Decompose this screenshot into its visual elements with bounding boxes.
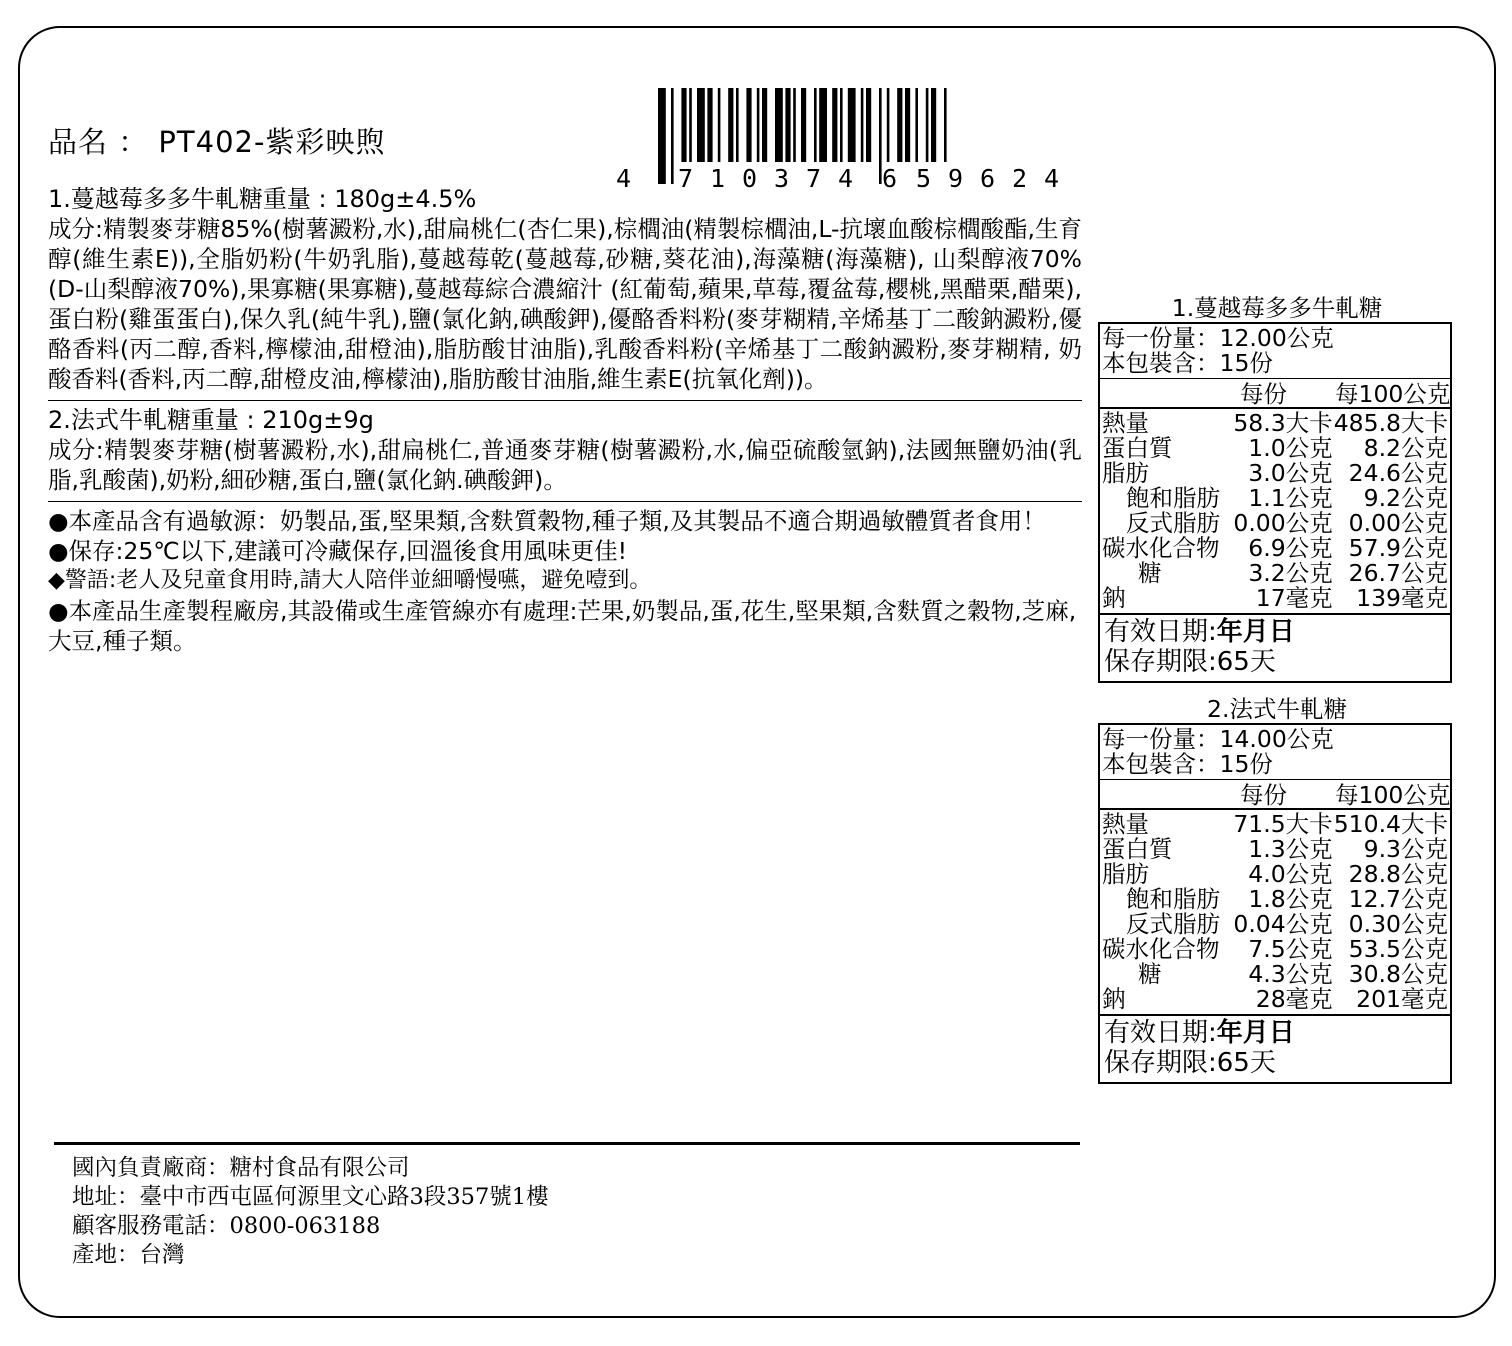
expiry-label: 有效日期: (1104, 1018, 1217, 1048)
barcode-digit: 4 (616, 164, 632, 193)
nutrient-name: 碳水化合物 (1102, 935, 1220, 963)
nutrition-table (1100, 407, 1450, 613)
nutrient-name: 飽和脂肪 (1126, 484, 1220, 512)
barcode-bar (681, 88, 686, 162)
barcode-bar (746, 88, 751, 162)
nutrient-name: 反式脂肪 (1126, 509, 1220, 537)
nutrient-per-serving: 0.00公克 (1233, 509, 1333, 537)
nutrition-row (1100, 436, 1450, 461)
nutrition-row (1100, 561, 1450, 586)
section1-ingredients: 成分:精製麥芽糖85%(樹薯澱粉,水),甜扁桃仁(杏仁果),棕櫚油(精製棕櫚油,L-抗壞血酸棕櫚酸酯,生育醇(維生素E)),全脂奶粉(牛奶乳脂),蔓越莓乾(蔓越莓,砂糖,葵花油),海藻糖(海藻糖), 山梨醇液70% (D-山梨醇液70%),果寡糖(果寡糖),蔓越莓綜合濃縮汁 (紅葡萄,蘋果,草莓,覆盆莓,櫻桃,黑醋栗,醋栗),蛋白粉(雞蛋蛋白),保久乳(純牛乳),鹽(氯化鈉,碘酸鉀),優酪香料粉(麥芽糊精,辛烯基丁二酸鈉澱粉,優酪香料(丙二醇,香料,檸檬油,甜橙油),脂肪酸甘油脂),乳酸香料粉(辛烯基丁二酸鈉澱粉,麥芽糊精, 奶酸香料(香料,丙二醇,甜橙皮油,檸檬油),脂肪酸甘油脂,維生素E(抗氧化劑))。 (48, 215, 1082, 393)
nutrition-row (1100, 486, 1450, 511)
servings-per-package: 本包裝含：15份 (1102, 750, 1273, 778)
nutrient-per-serving: 6.9公克 (1248, 534, 1333, 562)
barcode-digit: 7 (806, 164, 822, 193)
nutrient-name: 反式脂肪 (1126, 910, 1220, 938)
nutrient-per-100g: 9.2公克 (1363, 484, 1448, 512)
barcode-bar (689, 88, 692, 162)
barcode-digit: 4 (838, 164, 854, 193)
divider (48, 400, 1082, 401)
nutrient-per-serving: 0.04公克 (1233, 910, 1333, 938)
nutrient-per-100g: 0.00公克 (1348, 509, 1448, 537)
barcode-digit: 5 (916, 164, 932, 193)
manufacturer: 國內負責廠商：糖村食品有限公司 (72, 1155, 410, 1181)
nutrient-name: 熱量 (1102, 409, 1149, 437)
company-info (72, 1154, 549, 1270)
nutrient-name: 糖 (1138, 960, 1162, 988)
allergen-note: ●本產品含有過敏源：奶製品,蛋,堅果類,含麩質穀物,種子類,及其製品不適合期過敏體質者食用！ (48, 507, 1046, 535)
nutrient-per-100g: 28.8公克 (1348, 860, 1448, 888)
barcode (612, 88, 1082, 193)
nutrient-name: 鈉 (1102, 584, 1126, 612)
expiry-label: 有效日期: (1104, 617, 1217, 647)
nutrient-per-serving: 17毫克 (1255, 584, 1333, 612)
nutrition-row (1100, 586, 1450, 611)
barcode-bar (931, 88, 936, 162)
barcode-digit: 6 (882, 164, 898, 193)
col-per-100g: 每100公克 (1335, 781, 1451, 809)
barcode-digit: 1 (710, 164, 726, 193)
nutrient-per-100g: 8.2公克 (1363, 434, 1448, 462)
nutrient-per-100g: 485.8大卡 (1333, 409, 1448, 437)
barcode-bar (832, 88, 837, 162)
nutrient-per-100g: 30.8公克 (1348, 960, 1448, 988)
section2-ingredients: 成分:精製麥芽糖(樹薯澱粉,水),甜扁桃仁,普通麥芽糖(樹薯澱粉,水,偏亞硫酸氫鈉),法國無鹽奶油(乳脂,乳酸菌),奶粉,細砂糖,蛋白,鹽(氯化鈉.碘酸鉀)。 (48, 436, 1082, 494)
barcode-digit: 4 (1044, 164, 1060, 193)
divider (48, 501, 1082, 502)
nutrition-row (1100, 987, 1450, 1012)
barcode-bar (814, 88, 817, 162)
nutrient-name: 脂肪 (1102, 459, 1149, 487)
nutrient-per-serving: 1.1公克 (1248, 484, 1333, 512)
barcode-bar (840, 88, 843, 162)
barcode-bar (905, 88, 910, 162)
barcode-bar (736, 88, 739, 162)
barcode-bar (915, 88, 918, 162)
nutrition-title-1: 1.蔓越莓多多牛軋糖 (1171, 294, 1383, 322)
ingredients-section (48, 184, 1082, 656)
facility-note: ●本產品生產製程廠房,其設備或生產管線亦有處理:芒果,奶製品,蛋,花生,堅果類,含麩質之穀物,芝麻,大豆,種子類。 (48, 597, 1077, 655)
nutrient-name: 碳水化合物 (1102, 534, 1220, 562)
nutrient-per-100g: 139毫克 (1356, 584, 1448, 612)
section2-title: 2.法式牛軋糖重量 : 210g±9g (48, 406, 374, 434)
serving-size: 每一份量：12.00公克 (1102, 324, 1334, 352)
nutrient-per-100g: 201毫克 (1356, 985, 1448, 1013)
barcode-digit: 9 (948, 164, 964, 193)
nutrient-per-100g: 0.30公克 (1348, 910, 1448, 938)
barcode-bar (897, 88, 902, 162)
shelf-life: 保存期限:65天 (1104, 647, 1276, 677)
servings-per-package: 本包裝含：15份 (1102, 349, 1273, 377)
nutrition-row (1100, 511, 1450, 536)
nutrition-row (1100, 411, 1450, 436)
barcode-bar (819, 88, 827, 162)
barcode-digit: 7 (678, 164, 694, 193)
nutrient-name: 蛋白質 (1102, 434, 1173, 462)
barcode-bar (728, 88, 733, 162)
section1-title: 1.蔓越莓多多牛軋糖重量 : 180g±4.5% (48, 185, 477, 213)
nutrient-per-100g: 57.9公克 (1348, 534, 1448, 562)
nutrient-per-serving: 3.2公克 (1248, 559, 1333, 587)
nutrition-row (1100, 937, 1450, 962)
barcode-bar (718, 88, 721, 162)
nutrient-per-serving: 4.0公克 (1248, 860, 1333, 888)
nutrient-per-serving: 1.0公克 (1248, 434, 1333, 462)
nutrient-per-serving: 7.5公克 (1248, 935, 1333, 963)
nutrition-row (1100, 536, 1450, 561)
nutrition-row (1100, 887, 1450, 912)
barcode-bar (926, 88, 929, 162)
warning-note: ◆警語:老人及兒童食用時,請大人陪伴並細嚼慢嚥，避免噎到。 (48, 568, 652, 593)
nutrient-per-100g: 53.5公克 (1348, 935, 1448, 963)
nutrient-per-100g: 9.3公克 (1363, 835, 1448, 863)
barcode-bar (762, 88, 767, 162)
barcode-bar (793, 88, 796, 162)
nutrition-facts-2 (1098, 723, 1452, 1084)
address: 地址：臺中市西屯區何源里文心路3段357號1樓 (72, 1184, 549, 1210)
barcode-bar (775, 88, 783, 162)
nutrient-name: 鈉 (1102, 985, 1126, 1013)
nutrition-row (1100, 812, 1450, 837)
barcode-bar (887, 88, 890, 162)
nutrient-per-serving: 4.3公克 (1248, 960, 1333, 988)
barcode-bar (697, 88, 705, 162)
nutrient-per-serving: 3.0公克 (1248, 459, 1333, 487)
nutrition-table (1100, 808, 1450, 1014)
barcode-bar (801, 88, 806, 162)
barcode-bar (861, 88, 864, 162)
barcode-digit: 6 (980, 164, 996, 193)
nutrient-per-serving: 28毫克 (1255, 985, 1333, 1013)
nutrition-row (1100, 862, 1450, 887)
barcode-bar (944, 88, 947, 162)
barcode-digit: 3 (774, 164, 790, 193)
origin: 產地：台灣 (72, 1242, 185, 1268)
nutrient-per-100g: 12.7公克 (1348, 885, 1448, 913)
nutrient-per-serving: 1.3公克 (1248, 835, 1333, 863)
nutrient-name: 脂肪 (1102, 860, 1149, 888)
barcode-bar (785, 88, 790, 162)
nutrition-row (1100, 912, 1450, 937)
barcode-bar (707, 88, 712, 162)
col-per-serving: 每份 (1240, 380, 1287, 408)
barcode-bar (848, 88, 856, 162)
col-per-serving: 每份 (1240, 781, 1287, 809)
nutrient-name: 糖 (1138, 559, 1162, 587)
nutrient-name: 熱量 (1102, 810, 1149, 838)
nutrition-row (1100, 461, 1450, 486)
expiry-value: 年月日 (1216, 617, 1295, 647)
product-name: 品名 ： PT402-紫彩映煦 (48, 125, 386, 159)
expiry-value: 年月日 (1216, 1018, 1295, 1048)
nutrition-title-2: 2.法式牛軋糖 (1207, 695, 1347, 723)
nutrition-facts-1 (1098, 322, 1452, 683)
nutrient-per-100g: 24.6公克 (1348, 459, 1448, 487)
barcode-bar (757, 88, 760, 162)
footer-divider (54, 1142, 1080, 1145)
serving-size: 每一份量：14.00公克 (1102, 725, 1334, 753)
storage-note: ●保存:25℃以下,建議可冷藏保存,回溫後食用風味更佳! (48, 537, 628, 565)
nutrient-per-100g: 26.7公克 (1348, 559, 1448, 587)
customer-service-phone: 顧客服務電話：0800-063188 (72, 1213, 381, 1239)
nutrient-name: 飽和脂肪 (1126, 885, 1220, 913)
nutrient-per-100g: 510.4大卡 (1333, 810, 1448, 838)
barcode-digit: 2 (1012, 164, 1028, 193)
nutrition-row (1100, 962, 1450, 987)
barcode-bar (866, 88, 871, 162)
nutrient-per-serving: 1.8公克 (1248, 885, 1333, 913)
nutrient-per-serving: 58.3大卡 (1233, 409, 1333, 437)
barcode-digit: 0 (742, 164, 758, 193)
nutrient-name: 蛋白質 (1102, 835, 1173, 863)
nutrition-row (1100, 837, 1450, 862)
shelf-life: 保存期限:65天 (1104, 1048, 1276, 1078)
nutrient-per-serving: 71.5大卡 (1233, 810, 1333, 838)
col-per-100g: 每100公克 (1335, 380, 1451, 408)
